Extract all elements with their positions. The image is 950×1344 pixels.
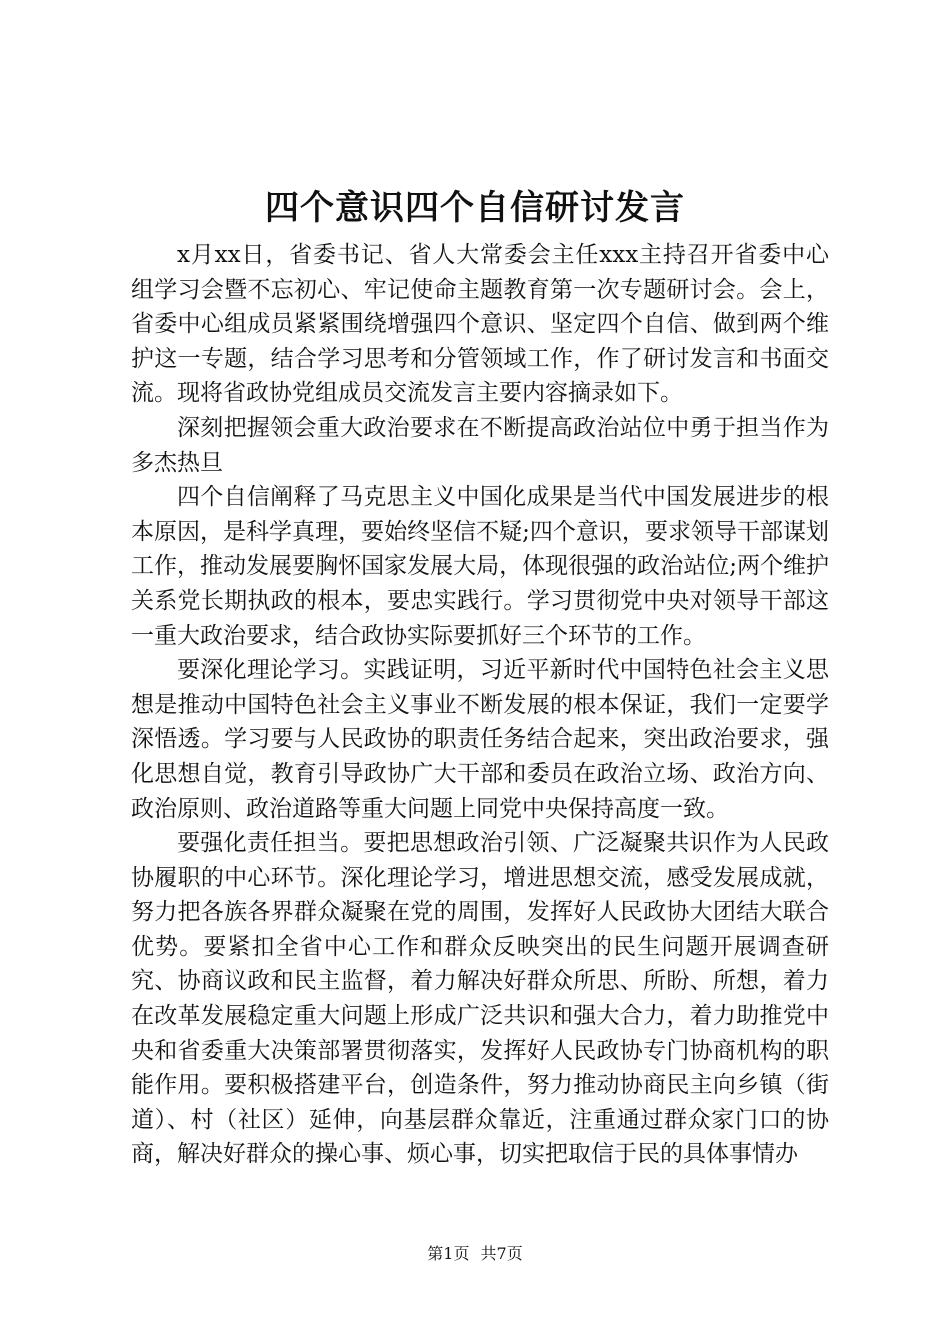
document-body xyxy=(131,238,829,1172)
paragraph-intro: x月xx日，省委书记、省人大常委会主任xxx主持召开省委中心组学习会暨不忘初心、牢记使命主题教育第一次专题研讨会。会上，省委中心组成员紧紧围绕增强四个意识、坚定四个自信、做到两个维护这一专题，结合学习思考和分管领域工作，作了研讨发言和书面交流。现将省政协党组成员交流发言主要内容摘录如下。 xyxy=(131,242,829,407)
page-footer xyxy=(0,1243,950,1265)
paragraph-responsibility: 要强化责任担当。要把思想政治引领、广泛凝聚共识作为人民政协履职的中心环节。深化理论学习，增进思想交流，感受发展成就，努力把各族各界群众凝聚在党的周围，发挥好人民政协大团结大联合优势。要紧扣全省中心工作和群众反映突出的民生问题开展调查研究、协商议政和民主监督，着力解决好群众所思、所盼、所想，着力在改革发展稳定重大问题上形成广泛共识和强大合力，着力助推党中央和省委重大决策部署贯彻落实，发挥好人民政协专门协商机构的职能作用。要积极搭建平台，创造条件，努力推动协商民主向乡镇（街道）、村（社区）延伸，向基层群众靠近，注重通过群众家门口的协商，解决好群众的操心事、烦心事，切实把取信于民的具体事情办 xyxy=(131,830,829,1168)
document-title: 四个意识四个自信研讨发言 xyxy=(265,188,685,228)
page-number-current: 第1页 xyxy=(427,1244,470,1263)
paragraph-subheading: 深刻把握领会重大政治要求在不断提高政治站位中勇于担当作为多杰热旦 xyxy=(131,414,829,476)
paragraph-four-confidences: 四个自信阐释了马克思主义中国化成果是当代中国发展进步的根本原因，是科学真理，要始终坚信不疑;四个意识，要求领导干部谋划工作，推动发展要胸怀国家发展大局，体现很强的政治站位;两个维护关系党长期执政的根本，要忠实践行。学习贯彻党中央对领导干部这一重大政治要求，结合政协实际要抓好三个环节的工作。 xyxy=(131,484,829,649)
page-number-total: 共7页 xyxy=(480,1244,523,1263)
paragraph-theory-study: 要深化理论学习。实践证明，习近平新时代中国特色社会主义思想是推动中国特色社会主义事业不断发展的根本保证，我们一定要学深悟透。学习要与人民政协的职责任务结合起来，突出政治要求，强化思想自觉，教育引导政协广大干部和委员在政治立场、政治方向、政治原则、政治道路等重大问题上同党中央保持高度一致。 xyxy=(131,657,829,822)
